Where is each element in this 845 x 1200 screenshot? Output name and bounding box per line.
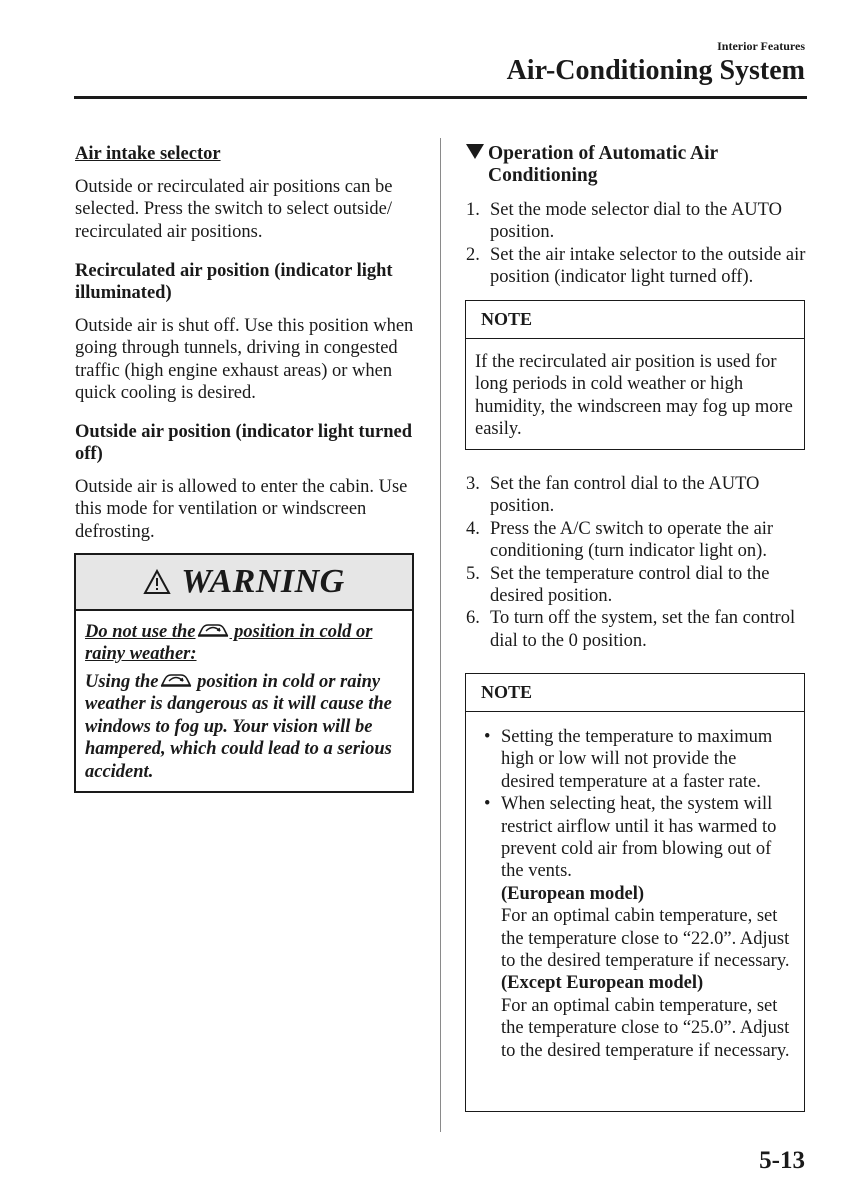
column-divider xyxy=(440,138,441,1132)
header-divider xyxy=(74,96,807,99)
note-box-2 xyxy=(465,673,805,1112)
note-bullet xyxy=(475,726,794,793)
eu-model-text: For an optimal cabin temperature, set the temperature close to “22.0”. Adjust to the desired temperature if necessary. xyxy=(501,906,790,972)
note-text: If the recirculated air position is used for long periods in cold weather or high humidity, the windscreen may fog up more easily. xyxy=(475,352,793,440)
page-number: 5-13 xyxy=(759,1147,805,1174)
step-number: 2. xyxy=(466,244,480,265)
warning-header xyxy=(76,555,412,611)
steps-list-a xyxy=(466,199,811,289)
recirc-heading: Recirculated air position (indicator light illuminated) xyxy=(75,261,393,304)
step-item xyxy=(466,518,811,563)
note-bullet-text: Setting the temperature to maximum high or low will not provide the desired temperature at a faster rate. xyxy=(501,727,773,792)
warning-line1-post: position in cold or rainy weather: xyxy=(85,622,373,665)
step-item xyxy=(466,473,811,518)
step-text: Set the air intake selector to the outside air position (indicator light turned off). xyxy=(490,244,806,288)
step-number: 6. xyxy=(466,608,480,629)
step-text: Set the fan control dial to the AUTO position. xyxy=(490,474,760,517)
warning-line2-post: position in cold or rainy weather is dangerous as it will cause the windows to fog up. Your vision will be hampered, which could lead to a serious accident. xyxy=(85,672,392,782)
step-item xyxy=(466,244,811,289)
note-box-1 xyxy=(465,300,805,450)
warning-triangle-icon xyxy=(143,569,171,595)
air-intake-text: Outside or recirculated air positions can be selected. Press the switch to select outside/ recirculated air positions. xyxy=(75,177,393,242)
step-number: 1. xyxy=(466,200,480,220)
outside-heading: Outside air position (indicator light turned off) xyxy=(75,422,412,465)
warning-box xyxy=(74,553,414,793)
step-text: Press the A/C switch to operate the air conditioning (turn indicator light on). xyxy=(490,518,774,562)
step-item xyxy=(466,199,811,244)
note-label: NOTE xyxy=(466,301,804,339)
note-bullet xyxy=(475,793,794,1062)
step-text: Set the temperature control dial to the desired position. xyxy=(490,563,770,607)
warning-line2-pre: Using the xyxy=(85,672,159,692)
note-body xyxy=(466,712,804,1070)
step-number: 5. xyxy=(466,563,480,584)
bullet-dot-icon: • xyxy=(484,727,491,747)
section-heading xyxy=(466,143,718,188)
section-marker-icon xyxy=(466,144,484,159)
air-intake-heading: Air intake selector xyxy=(75,144,221,164)
recirculated-air-icon xyxy=(159,671,193,689)
eu-model-label: (European model) xyxy=(501,883,645,904)
warning-line2 xyxy=(85,671,404,783)
step-text: Set the mode selector dial to the AUTO position. xyxy=(490,200,782,243)
warning-title: WARNING xyxy=(181,563,345,600)
step-item xyxy=(466,563,811,608)
step-number: 4. xyxy=(466,518,480,539)
section-label: Interior Features xyxy=(717,39,805,53)
warning-line1-pre: Do not use the xyxy=(85,622,196,642)
page-title: Air-Conditioning System xyxy=(506,55,805,86)
recirculated-air-icon xyxy=(196,621,230,639)
steps-list-b xyxy=(466,473,811,652)
step-number: 3. xyxy=(466,474,480,494)
recirc-text: Outside air is shut off. Use this position when going through tunnels, driving in congested traffic (high engine exhaust areas) or when quick cooling is desired. xyxy=(75,316,414,404)
note-label: NOTE xyxy=(466,674,804,712)
step-item xyxy=(466,607,811,652)
section-heading-line2: Conditioning xyxy=(488,165,598,187)
non-eu-model-text: For an optimal cabin temperature, set the temperature close to “25.0”. Adjust to the desired temperature if necessary. xyxy=(501,995,790,1061)
outside-text: Outside air is allowed to enter the cabin. Use this mode for ventilation or windscreen defrosting. xyxy=(75,477,408,542)
note-bullet-text: When selecting heat, the system will restrict airflow until it has warmed to prevent cold air from blowing out of the vents. xyxy=(501,794,777,882)
non-eu-model-label: (Except European model) xyxy=(501,973,704,994)
section-heading-line1: Operation of Automatic Air xyxy=(488,143,719,164)
warning-line1 xyxy=(85,621,404,666)
bullet-dot-icon: • xyxy=(484,794,491,815)
step-text: To turn off the system, set the fan control dial to the 0 position. xyxy=(490,608,796,651)
